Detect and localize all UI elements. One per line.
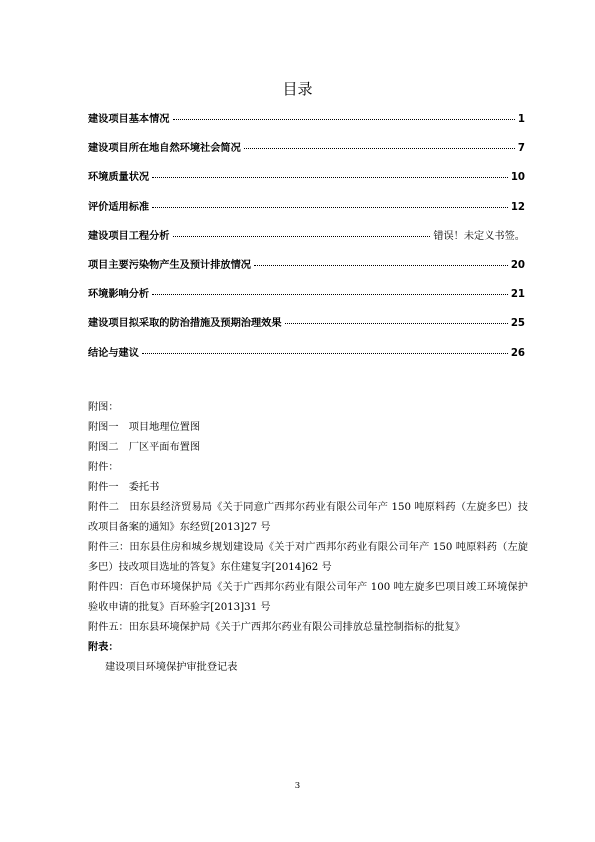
toc-entry-page: 10	[510, 172, 525, 184]
page-title: 目录	[282, 80, 313, 98]
toc-entry-label: 建设项目所在地自然环境社会简况	[88, 143, 241, 155]
toc-dot-leader	[152, 177, 508, 178]
attachment-item: 附件三：田东县住房和城乡规划建设局《关于对广西邦尔药业有限公司年产 150 吨原料药（左旋多巴）技改项目选址的答复》东住建复字[2014]62 号	[88, 542, 528, 573]
toc-entry-page: 1	[517, 114, 525, 125]
toc-entry-page-error: 错误！未定义书签。	[433, 230, 525, 242]
toc-entry[interactable]	[88, 344, 525, 373]
toc-entry[interactable]	[88, 285, 525, 314]
toc-dot-leader	[152, 207, 508, 208]
toc-entry-page: 21	[510, 289, 525, 301]
figure-item: 附图二 厂区平面布置图	[88, 442, 201, 453]
toc-dot-leader	[285, 323, 508, 324]
table-of-contents	[88, 110, 525, 373]
toc-dot-leader	[173, 119, 515, 120]
toc-entry-label: 结论与建议	[88, 347, 139, 359]
figures-heading: 附图：	[88, 402, 119, 413]
toc-entry-page: 12	[510, 201, 525, 213]
page-number: 3	[294, 781, 301, 791]
toc-entry-label: 环境质量状况	[88, 172, 150, 184]
toc-entry-label: 环境影响分析	[88, 289, 150, 301]
attachments-heading: 附件：	[88, 462, 119, 473]
toc-entry[interactable]	[88, 314, 525, 343]
table-item: 建设项目环境保护审批登记表	[105, 662, 238, 673]
attachment-item: 附件二 田东县经济贸易局《关于同意广西邦尔药业有限公司年产 150 吨原料药（左旋多巴）技改项目备案的通知》东经贸[2013]27 号	[88, 502, 528, 533]
toc-entry-page: 7	[517, 143, 525, 155]
appendix-section	[88, 398, 528, 678]
toc-entry-page: 20	[510, 259, 525, 271]
toc-dot-leader	[152, 294, 508, 295]
attachment-item: 附件一 委托书	[88, 482, 160, 493]
attachment-item: 附件五：田东县环境保护局《关于广西邦尔药业有限公司排放总量控制指标的批复》	[88, 622, 465, 633]
figure-item: 附图一 项目地理位置图	[88, 422, 201, 433]
toc-entry-page: 25	[510, 318, 525, 330]
toc-entry[interactable]	[88, 256, 525, 285]
toc-entry-label: 评价适用标准	[88, 201, 150, 213]
toc-dot-leader	[254, 265, 508, 266]
toc-entry[interactable]	[88, 139, 525, 168]
toc-entry-label: 建设项目拟采取的防治措施及预期治理效果	[88, 318, 282, 330]
toc-entry-label: 建设项目工程分析	[88, 230, 170, 242]
toc-dot-leader	[142, 353, 508, 354]
toc-entry[interactable]	[88, 110, 525, 139]
attachment-item: 附件四：百色市环境保护局《关于广西邦尔药业有限公司年产 100 吨左旋多巴项目竣工环境保护验收申请的批复》百环验字[2013]31 号	[88, 582, 528, 613]
toc-dot-leader	[173, 236, 431, 237]
toc-entry[interactable]	[88, 227, 525, 256]
toc-entry-label: 建设项目基本情况	[88, 114, 170, 125]
tables-heading: 附表：	[88, 642, 119, 653]
toc-entry[interactable]	[88, 168, 525, 197]
toc-entry-page: 26	[510, 347, 525, 359]
toc-entry[interactable]	[88, 198, 525, 227]
toc-dot-leader	[244, 148, 515, 149]
toc-entry-label: 项目主要污染物产生及预计排放情况	[88, 259, 251, 271]
